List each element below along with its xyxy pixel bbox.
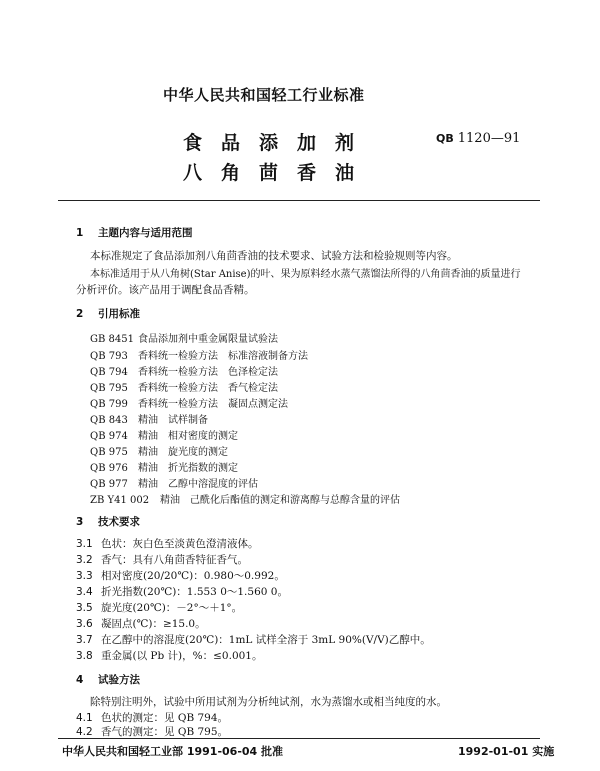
reference-item xyxy=(90,363,278,378)
section-4-paragraph: 除特别注明外，试验中所用试剂为分析纯试剂，水为蒸馏水或相当纯度的水。 xyxy=(90,696,447,708)
implementation-date: 1992-01-01 实施 xyxy=(458,745,555,758)
reference-code: QB 793 xyxy=(90,351,128,362)
clause-number: 4.2 xyxy=(76,726,93,738)
clause-text: 色状的测定：见 QB 794。 xyxy=(101,712,229,724)
reference-code: QB 975 xyxy=(90,447,128,458)
requirement-item xyxy=(76,552,248,567)
clause-text: 重金属(以 Pb 计)，%：≤0.001。 xyxy=(101,650,263,662)
reference-title: 香料统一检验方法 色泽检定法 xyxy=(138,367,278,378)
section-1-number: 1 xyxy=(76,227,84,239)
clause-number: 3.8 xyxy=(76,650,93,662)
standard-code xyxy=(436,131,520,146)
section-2-title: 引用标准 xyxy=(98,308,140,320)
reference-title: 精油 己酰化后酯值的测定和游离醇与总醇含量的评估 xyxy=(160,495,400,506)
reference-item xyxy=(90,491,400,506)
clause-text: 相对密度(20/20℃)：0.980～0.992。 xyxy=(101,570,285,582)
reference-code: ZB Y41 002 xyxy=(90,495,150,506)
clause-number: 3.1 xyxy=(76,538,93,550)
section-1-paragraph-1: 本标准规定了食品添加剂八角茴香油的技术要求、试验方法和检验规则等内容。 xyxy=(90,250,458,262)
section-1-title: 主题内容与适用范围 xyxy=(98,227,193,239)
reference-item xyxy=(90,443,228,458)
method-item xyxy=(76,724,228,739)
title-line-2: 八角茴香油 xyxy=(183,162,374,184)
requirement-item xyxy=(76,616,206,631)
reference-code: QB 843 xyxy=(90,415,128,426)
section-4-heading xyxy=(76,672,140,687)
reference-title: 精油 乙醇中溶混度的评估 xyxy=(138,479,258,490)
reference-code: QB 976 xyxy=(90,463,128,474)
reference-title: 精油 相对密度的测定 xyxy=(138,431,238,442)
clause-number: 3.7 xyxy=(76,634,93,646)
clause-text: 凝固点(℃)：≥15.0。 xyxy=(101,618,206,630)
clause-number: 3.6 xyxy=(76,618,93,630)
section-2-heading xyxy=(76,306,140,321)
section-3-number: 3 xyxy=(76,516,84,528)
method-item xyxy=(76,710,228,725)
requirement-item xyxy=(76,600,242,615)
reference-title: 食品添加剂中重金属限量试验法 xyxy=(138,334,278,345)
clause-text: 香气：具有八角茴香特征香气。 xyxy=(101,554,248,566)
standard-code-prefix: QB xyxy=(436,132,454,145)
clause-number: 3.3 xyxy=(76,570,93,582)
clause-text: 旋光度(20℃)：－2°～＋1°。 xyxy=(101,602,243,614)
clause-text: 在乙醇中的溶混度(20℃)：1mL 试样全溶于 3mL 90%(V/V)乙醇中。 xyxy=(101,634,431,646)
clause-number: 3.2 xyxy=(76,554,93,566)
section-1-paragraph-2a: 本标准适用于从八角树(Star Anise)的叶、果为原料经水蒸气蒸馏法所得的八角茴香油的质量进行 xyxy=(90,269,521,280)
clause-number: 3.4 xyxy=(76,586,93,598)
reference-item xyxy=(90,330,278,345)
section-1-paragraph-2b: 分析评价。该产品用于调配食品香精。 xyxy=(76,284,255,296)
section-3-title: 技术要求 xyxy=(98,516,140,528)
reference-item xyxy=(90,395,288,410)
reference-item xyxy=(90,411,208,426)
standard-code-number: 1120—91 xyxy=(457,131,521,146)
title-line-1: 食品添加剂 xyxy=(183,132,374,154)
requirement-item xyxy=(76,536,259,551)
reference-title: 香料统一检验方法 香气检定法 xyxy=(138,383,278,394)
reference-item xyxy=(90,459,238,474)
reference-item xyxy=(90,379,278,394)
clause-text: 香气的测定：见 QB 795。 xyxy=(101,726,229,738)
clause-number: 4.1 xyxy=(76,712,93,724)
section-4-number: 4 xyxy=(76,674,84,686)
section-1-heading xyxy=(76,225,193,240)
reference-code: GB 8451 xyxy=(90,334,134,345)
reference-code: QB 795 xyxy=(90,383,128,394)
reference-code: QB 799 xyxy=(90,399,128,410)
header-divider xyxy=(58,200,540,201)
requirement-item xyxy=(76,632,431,647)
reference-title: 精油 试样制备 xyxy=(138,415,208,426)
section-2-number: 2 xyxy=(76,308,84,320)
section-4-title: 试验方法 xyxy=(98,674,140,686)
requirement-item xyxy=(76,648,263,663)
clause-number: 3.5 xyxy=(76,602,93,614)
footer-divider xyxy=(58,738,540,739)
reference-item xyxy=(90,475,258,490)
requirement-item xyxy=(76,584,288,599)
reference-title: 香料统一检验方法 凝固点测定法 xyxy=(138,399,288,410)
clause-text: 色状：灰白色至淡黄色澄清液体。 xyxy=(101,538,259,550)
reference-code: QB 977 xyxy=(90,479,128,490)
reference-title: 香料统一检验方法 标准溶液制备方法 xyxy=(138,351,308,362)
approval-info: 中华人民共和国轻工业部 1991-06-04 批准 xyxy=(62,745,284,758)
clause-text: 折光指数(20℃)：1.553 0～1.560 0。 xyxy=(101,586,288,598)
section-3-heading xyxy=(76,514,140,529)
issuing-authority: 中华人民共和国轻工行业标准 xyxy=(163,86,365,104)
reference-code: QB 794 xyxy=(90,367,128,378)
reference-item xyxy=(90,427,238,442)
reference-title: 精油 折光指数的测定 xyxy=(138,463,238,474)
reference-title: 精油 旋光度的测定 xyxy=(138,447,228,458)
reference-item xyxy=(90,347,308,362)
reference-code: QB 974 xyxy=(90,431,128,442)
requirement-item xyxy=(76,568,285,583)
